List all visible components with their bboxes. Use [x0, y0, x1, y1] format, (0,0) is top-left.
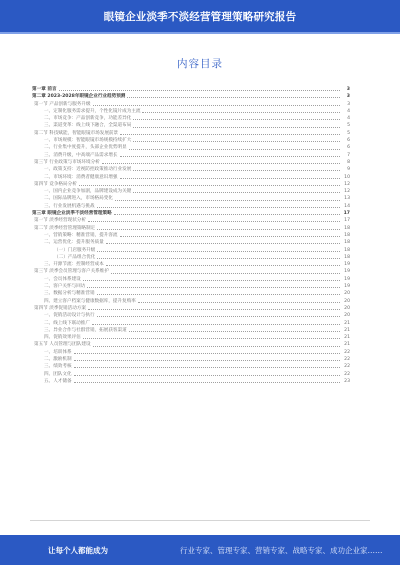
- toc-page-number: 20: [344, 305, 350, 311]
- toc-page-number: 7: [347, 152, 350, 158]
- toc-entry-text: 第四节 竞争格局分析: [34, 181, 77, 187]
- toc-page-number: 4: [347, 116, 350, 122]
- toc-entry-text: 二、运营优化：提升服务质量: [44, 240, 104, 246]
- toc-leader-dots: [106, 243, 340, 244]
- toc-entry[interactable]: [32, 298, 350, 305]
- header-divider: [0, 32, 400, 34]
- toc-leader-dots: [74, 353, 340, 354]
- toc-entry-text: 一、政策支持：近视防控政策推动行业发展: [44, 167, 132, 173]
- toc-entry[interactable]: [32, 290, 350, 297]
- toc-leader-dots: [79, 185, 340, 186]
- toc-page-number: 22: [344, 349, 350, 355]
- toc-entry[interactable]: [32, 371, 350, 378]
- toc-entry-text: （二）产品组合优化: [54, 254, 96, 260]
- toc-leader-dots: [129, 149, 340, 150]
- toc-page-number: 6: [347, 138, 350, 144]
- toc-leader-dots: [93, 105, 340, 106]
- toc-leader-dots: [111, 273, 340, 274]
- toc-page-number: 10: [344, 174, 350, 180]
- toc-page-number: 22: [344, 364, 350, 370]
- toc-entry[interactable]: [32, 86, 350, 93]
- toc-leader-dots: [83, 338, 340, 339]
- toc-leader-dots: [74, 382, 340, 383]
- toc-page-number: 21: [344, 335, 350, 341]
- footer-divider: [30, 520, 370, 521]
- toc-entry[interactable]: [32, 349, 350, 356]
- toc-page-number: 18: [344, 254, 350, 260]
- toc-leader-dots: [133, 127, 340, 128]
- toc-leader-dots: [74, 375, 340, 376]
- report-title: 眼镜企业淡季不淡经营管理策略研究报告: [103, 10, 297, 23]
- toc-entry[interactable]: [32, 188, 350, 195]
- toc-entry[interactable]: [32, 159, 350, 166]
- page-footer: [0, 535, 400, 565]
- footer-brand: 让每个人都能成为: [48, 545, 108, 555]
- toc-page-number: 12: [344, 189, 350, 195]
- toc-entry-text: 五、人才储备: [44, 378, 72, 384]
- toc-page-number: 22: [344, 356, 350, 362]
- toc-page-number: 18: [344, 240, 350, 246]
- toc-entry[interactable]: [32, 93, 350, 100]
- toc-leader-dots: [87, 287, 340, 288]
- toc-leader-dots: [133, 192, 340, 193]
- toc-entry-text: 二、客户关怀与回访: [44, 284, 86, 290]
- toc-entry[interactable]: [32, 305, 350, 312]
- toc-leader-dots: [106, 265, 340, 266]
- toc-entry-text: 二、行业集中度提升，头部企业优势明显: [44, 145, 127, 151]
- toc-leader-dots: [129, 331, 340, 332]
- toc-page-number: 3: [346, 94, 350, 100]
- toc-entry[interactable]: [32, 334, 350, 341]
- toc-entry-text: 二、市场环境：消费者健康意识增强: [44, 174, 118, 180]
- toc-entry-text: 三、行业发展机遇与挑战: [44, 203, 95, 209]
- toc-leader-dots: [133, 119, 340, 120]
- toc-leader-dots: [120, 156, 340, 157]
- toc-entry-text: 一、国内企业竞争加剧，品牌建设成为关键: [44, 189, 132, 195]
- toc-entry-text: 第三节 行业政策与市场环境分析: [34, 159, 100, 165]
- toc-entry-text: 三、开源节流：控制经营成本: [44, 262, 104, 268]
- toc-page-number: 19: [344, 284, 350, 290]
- toc-entry[interactable]: [32, 144, 350, 151]
- toc-entry[interactable]: [32, 254, 350, 261]
- toc-leader-dots: [102, 163, 340, 164]
- toc-entry[interactable]: [32, 210, 350, 217]
- toc-leader-dots: [88, 221, 340, 222]
- toc-entry[interactable]: [32, 115, 350, 122]
- toc-entry[interactable]: [32, 363, 350, 370]
- toc-entry-text: 第三节 淡季会员管理与客户关系维护: [34, 269, 109, 275]
- toc-leader-dots: [83, 280, 340, 281]
- toc-entry-text: 一、培训体系: [44, 349, 72, 355]
- toc-page-number: 18: [344, 247, 350, 253]
- toc-entry-text: 二、激励机制: [44, 356, 72, 362]
- toc-entry-text: 四、建立客户档案与健康数据库，提升复购率: [44, 298, 136, 304]
- toc-page-number: 18: [344, 225, 350, 231]
- toc-entry-text: 四、团队文化: [44, 371, 72, 377]
- toc-entry-text: 一、促销活动设计与执行: [44, 313, 95, 319]
- toc-entry[interactable]: [32, 225, 350, 232]
- toc-entry[interactable]: [32, 327, 350, 334]
- toc-entry[interactable]: [32, 268, 350, 275]
- toc-entry-text: 一、市场规模：智能眼镜市场规模持续扩大: [44, 138, 132, 144]
- toc-entry[interactable]: [32, 101, 350, 108]
- toc-entry-text: 第五节 人员管理与团队建设: [34, 342, 91, 348]
- toc-leader-dots: [74, 367, 340, 368]
- toc-entry[interactable]: [32, 137, 350, 144]
- toc-entry-text: 三、渠道变革：线上线下融合，全渠道布局: [44, 123, 132, 129]
- toc-entry[interactable]: [32, 203, 350, 210]
- toc-page-number: 20: [344, 313, 350, 319]
- toc-page-number: 19: [344, 276, 350, 282]
- toc-entry[interactable]: [32, 239, 350, 246]
- toc-entry[interactable]: [32, 378, 350, 385]
- toc-page-number: 23: [344, 378, 350, 384]
- toc-page-number: 14: [344, 203, 350, 209]
- toc-page-number: 3: [347, 101, 350, 107]
- toc-leader-dots: [120, 236, 340, 237]
- toc-leader-dots: [92, 324, 340, 325]
- toc-leader-dots: [97, 316, 340, 317]
- toc-leader-dots: [120, 178, 340, 179]
- toc-entry-text: 二、国际品牌进入，市场格局变化: [44, 196, 113, 202]
- toc-entry[interactable]: [32, 174, 350, 181]
- toc-leader-dots: [74, 360, 340, 361]
- toc-entry-text: 第二章 2023-2028年眼镜企业行业趋势预测: [32, 94, 126, 100]
- toc-entry[interactable]: [32, 356, 350, 363]
- toc-page-number: 20: [344, 298, 350, 304]
- toc-entry[interactable]: [32, 130, 350, 137]
- toc-page-number: 17: [343, 211, 350, 217]
- toc-leader-dots: [59, 90, 340, 91]
- toc-leader-dots: [97, 258, 340, 259]
- toc-entry-text: 二、市场竞争：产品创新竞争，功能差异化: [44, 116, 132, 122]
- toc-leader-dots: [120, 134, 340, 135]
- toc-entry[interactable]: [32, 195, 350, 202]
- toc-entry-text: 三、消费升级，中高端产品需求增长: [44, 152, 118, 158]
- toc-leader-dots: [138, 302, 340, 303]
- toc-page-number: 8: [347, 159, 350, 165]
- toc-entry-text: 一、定制化服务需求提升，个性化镜片成为主流: [44, 108, 141, 114]
- toc-page-number: 6: [347, 145, 350, 151]
- toc-page-number: 5: [347, 130, 350, 136]
- toc-leader-dots: [97, 251, 340, 252]
- toc-leader-dots: [88, 309, 340, 310]
- toc-entry[interactable]: [32, 341, 350, 348]
- toc-entry[interactable]: [32, 108, 350, 115]
- toc-entry-text: 三、数据分析与精准营销: [44, 291, 95, 297]
- toc-entry[interactable]: [32, 261, 350, 268]
- toc-leader-dots: [127, 97, 340, 98]
- toc-entry-text: 第一章 前言: [32, 87, 57, 92]
- toc-leader-dots: [133, 170, 340, 171]
- toc-leader-dots: [114, 214, 340, 215]
- footer-slogan: 行业专家、管理专家、营销专家、战略专家、成功企业家……: [180, 545, 383, 555]
- toc-page-number: 3: [346, 87, 350, 92]
- toc-entry-text: 四、促销效果评估: [44, 335, 81, 341]
- toc-entry[interactable]: [32, 152, 350, 159]
- toc-leader-dots: [97, 229, 340, 230]
- toc-title: 内容目录: [177, 58, 223, 70]
- toc-page-number: 19: [344, 269, 350, 275]
- toc-page-number: 5: [347, 123, 350, 129]
- toc-entry-text: 三、异业合作与社群营销，拓展获客渠道: [44, 327, 127, 333]
- toc-entry-text: 一、会员体系建设: [44, 276, 81, 282]
- toc-page-number: 4: [347, 108, 350, 114]
- toc-page-number: 12: [344, 181, 350, 187]
- toc-leader-dots: [133, 141, 340, 142]
- toc-leader-dots: [115, 200, 340, 201]
- toc-leader-dots: [97, 207, 340, 208]
- toc-page-number: 21: [344, 327, 350, 333]
- toc-entry[interactable]: [32, 283, 350, 290]
- toc-entry[interactable]: [32, 276, 350, 283]
- toc-entry-text: 第一节 产品创新与服务升级: [34, 101, 91, 107]
- toc-entry[interactable]: [32, 247, 350, 254]
- toc-entry-text: 第四节 淡季促销活动方案: [34, 305, 86, 311]
- toc-entry[interactable]: [32, 217, 350, 224]
- toc-page-number: 17: [344, 218, 350, 224]
- toc-leader-dots: [93, 346, 340, 347]
- toc-entry-text: 第三章 眼镜企业淡季不淡经营管理策略: [32, 211, 112, 217]
- toc-entry[interactable]: [32, 232, 350, 239]
- toc-entry-text: 二、线上线下联动推广: [44, 320, 90, 326]
- toc-entry-text: 一、营销策略：精准营销，提升客流: [44, 232, 118, 238]
- report-header: [0, 0, 400, 32]
- toc-page-number: 21: [344, 320, 350, 326]
- toc-page-number: 9: [347, 167, 350, 173]
- toc-page-number: 13: [344, 196, 350, 202]
- toc-entry-text: 第二节 淡季经营管理策略制定: [34, 225, 96, 231]
- toc-entry[interactable]: [32, 312, 350, 319]
- toc-entry[interactable]: [32, 320, 350, 327]
- toc-page-number: 20: [344, 291, 350, 297]
- toc-page-number: 18: [344, 232, 350, 238]
- toc-leader-dots: [142, 112, 340, 113]
- toc-entry-text: （一）门店服务升级: [54, 247, 96, 253]
- toc-page-number: 22: [344, 371, 350, 377]
- toc-entry-text: 三、绩效考核: [44, 364, 72, 370]
- toc-entry-text: 第一节 淡季经营现状分析: [34, 218, 86, 224]
- toc-entry[interactable]: [32, 166, 350, 173]
- toc-leader-dots: [97, 294, 340, 295]
- toc-page-number: 19: [344, 262, 350, 268]
- toc-entry[interactable]: [32, 181, 350, 188]
- toc-page-number: 21: [344, 342, 350, 348]
- toc-entry-text: 第二节 科技赋能，智能眼镜市场发展前景: [34, 130, 119, 136]
- toc-entry[interactable]: [32, 122, 350, 129]
- toc-list: [32, 86, 350, 385]
